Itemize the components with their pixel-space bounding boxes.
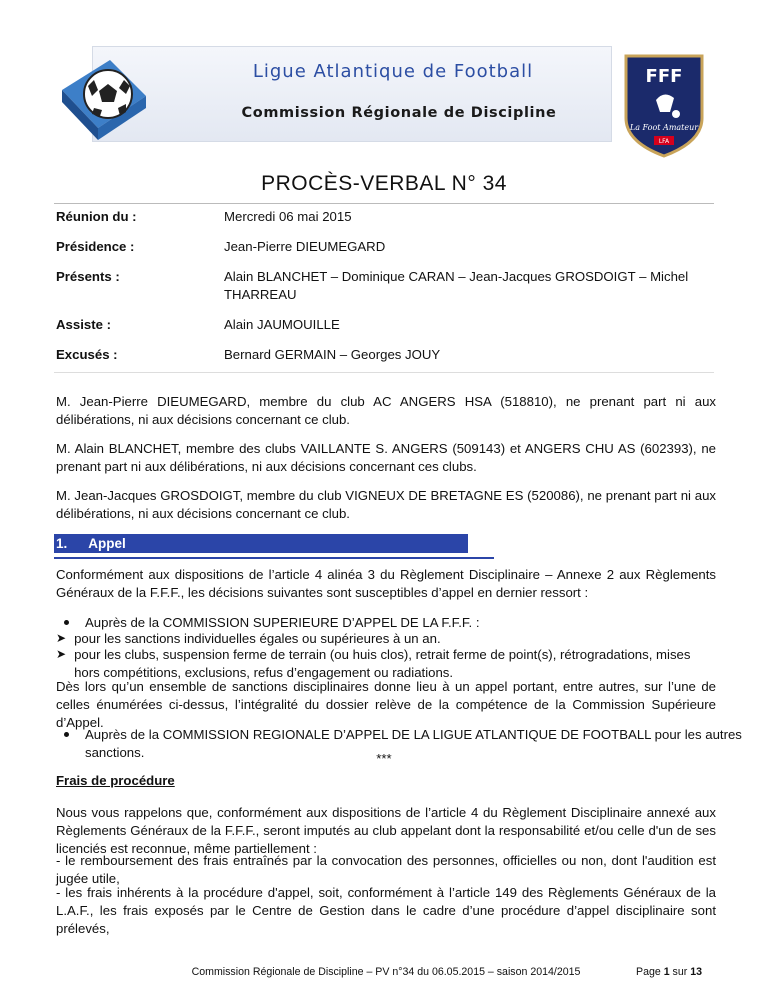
section-underline xyxy=(54,557,494,559)
page-total: 13 xyxy=(690,966,702,978)
page-mid: sur xyxy=(669,966,691,978)
meta-value: Mercredi 06 mai 2015 xyxy=(224,209,352,224)
page-title: PROCÈS-VERBAL N° 34 xyxy=(261,172,507,195)
list-item-line: hors compétitions, exclusions, refus d’engagement ou radiations. xyxy=(74,664,454,680)
separator-stars: *** xyxy=(376,751,392,766)
notice-paragraph: M. Alain BLANCHET, membre des clubs VAILLANTE S. ANGERS (509143) et ANGERS CHU AS (602393), ne prenant part ni aux délibérations, ni aux décisions concernant ces clubs. xyxy=(56,441,716,474)
list-item-line: Auprès de la COMMISSION REGIONALE D’APPEL DE LA LIGUE ATLANTIQUE DE FOOTBALL pour les autres xyxy=(85,727,742,742)
meta-value: Bernard GERMAIN – Georges JOUY xyxy=(224,347,441,362)
bullet-icon xyxy=(64,620,69,625)
page-prefix: Page xyxy=(636,966,664,978)
meta-label: Réunion du : xyxy=(56,209,137,224)
meta-row-assiste xyxy=(56,316,716,334)
bullet-icon xyxy=(64,732,69,737)
section-number: 1. xyxy=(56,536,68,551)
list-item-text: Auprès de la COMMISSION SUPERIEURE D’APPEL DE LA F.F.F. : xyxy=(85,615,480,630)
section-title: Appel xyxy=(88,536,126,551)
commission-title: Commission Régionale de Discipline xyxy=(241,105,557,121)
list-item-line: sanctions. xyxy=(85,744,145,760)
meta-value-line: Alain BLANCHET – Dominique CARAN – Jean-Jacques GROSDOIGT – Michel xyxy=(224,269,689,284)
appel-intro: Conformément aux dispositions de l’article 4 alinéa 3 du Règlement Disciplinaire – Annexe 2 aux Règlements Généraux de la F.F.F., les décisions suivantes sont susceptibles d’appel en dernier ressort : xyxy=(56,567,716,600)
meta-label: Présents : xyxy=(56,269,120,284)
title-rule xyxy=(54,203,714,204)
frais-item: - le remboursement des frais entraînés par la convocation des personnes, officielles ou non, dont l'audition est jugée utile, xyxy=(56,853,716,886)
meta-row-presents xyxy=(56,268,716,304)
meta-value xyxy=(224,268,694,304)
meta-value: Jean-Pierre DIEUMEGARD xyxy=(224,239,386,254)
meta-label: Excusés : xyxy=(56,347,118,362)
list-item-text xyxy=(74,646,690,682)
football-logo-icon xyxy=(48,50,158,146)
list-item xyxy=(56,646,690,682)
meta-value: Alain JAUMOUILLE xyxy=(224,317,340,332)
frais-heading: Frais de procédure xyxy=(56,773,175,788)
frais-item: - les frais inhérents à la procédure d'appel, soit, conformément à l’article 149 des Règlements Généraux de la L.A.F., les frais exposés par le Centre de Gestion dans le cadre d’une procédure d’appel disciplinaire sont prélevés, xyxy=(56,885,716,936)
letterhead xyxy=(48,36,720,146)
meta-row-excuses xyxy=(56,346,716,364)
notice-paragraph: M. Jean-Pierre DIEUMEGARD, membre du club AC ANGERS HSA (518810), ne prenant part ni aux délibérations, ni aux décisions concernant ce club. xyxy=(56,394,716,427)
page-number xyxy=(636,965,702,979)
appel-note: Dès lors qu’un ensemble de sanctions disciplinaires donne lieu à un appel portant, entre autres, sur l’une de celles énumérées ci-dessus, l’intégralité du dossier relève de la compétence de la Commission Supérieure d’Appel. xyxy=(56,679,716,730)
list-item-text: pour les sanctions individuelles égales ou supérieures à un an. xyxy=(74,631,441,646)
notice-paragraph: M. Jean-Jacques GROSDOIGT, membre du club VIGNEUX DE BRETAGNE ES (520086), ne prenant part ni aux délibérations, ni aux décisions concernant ce club. xyxy=(56,488,716,521)
meta-label: Présidence : xyxy=(56,239,135,254)
league-title: Ligue Atlantique de Football xyxy=(252,61,534,82)
frais-intro: Nous vous rappelons que, conformément aux dispositions de l’article 4 du Règlement Disciplinaire annexé aux Règlements Généraux de la F.F.F., seront imputés au club appelant dont la responsabilité et/ou celle d'un de ses licenciés est reconnue, même partiellement : xyxy=(56,805,716,856)
list-item-line: pour les clubs, suspension ferme de terrain (ou huis clos), retrait ferme de point(s), rétrogradations, mises xyxy=(74,647,691,662)
fff-logo-badge: LFA xyxy=(658,138,670,145)
meta-row-presidence xyxy=(56,238,716,256)
meta-label: Assiste : xyxy=(56,317,111,332)
arrow-bullet-icon: ➤ xyxy=(56,631,67,645)
fff-logo-icon xyxy=(616,52,712,158)
fff-logo-subtext: La Foot Amateur xyxy=(629,123,699,132)
page-current: 1 xyxy=(663,966,670,978)
footer-text: Commission Régionale de Discipline – PV n°34 du 06.05.2015 – saison 2014/2015 xyxy=(191,966,581,978)
section-heading xyxy=(54,534,468,553)
meta-value-line: THARREAU xyxy=(224,286,297,302)
meta-rule xyxy=(54,372,714,373)
arrow-bullet-icon: ➤ xyxy=(56,647,67,661)
fff-logo-text: FFF xyxy=(645,66,683,87)
meta-row-reunion xyxy=(56,208,716,226)
